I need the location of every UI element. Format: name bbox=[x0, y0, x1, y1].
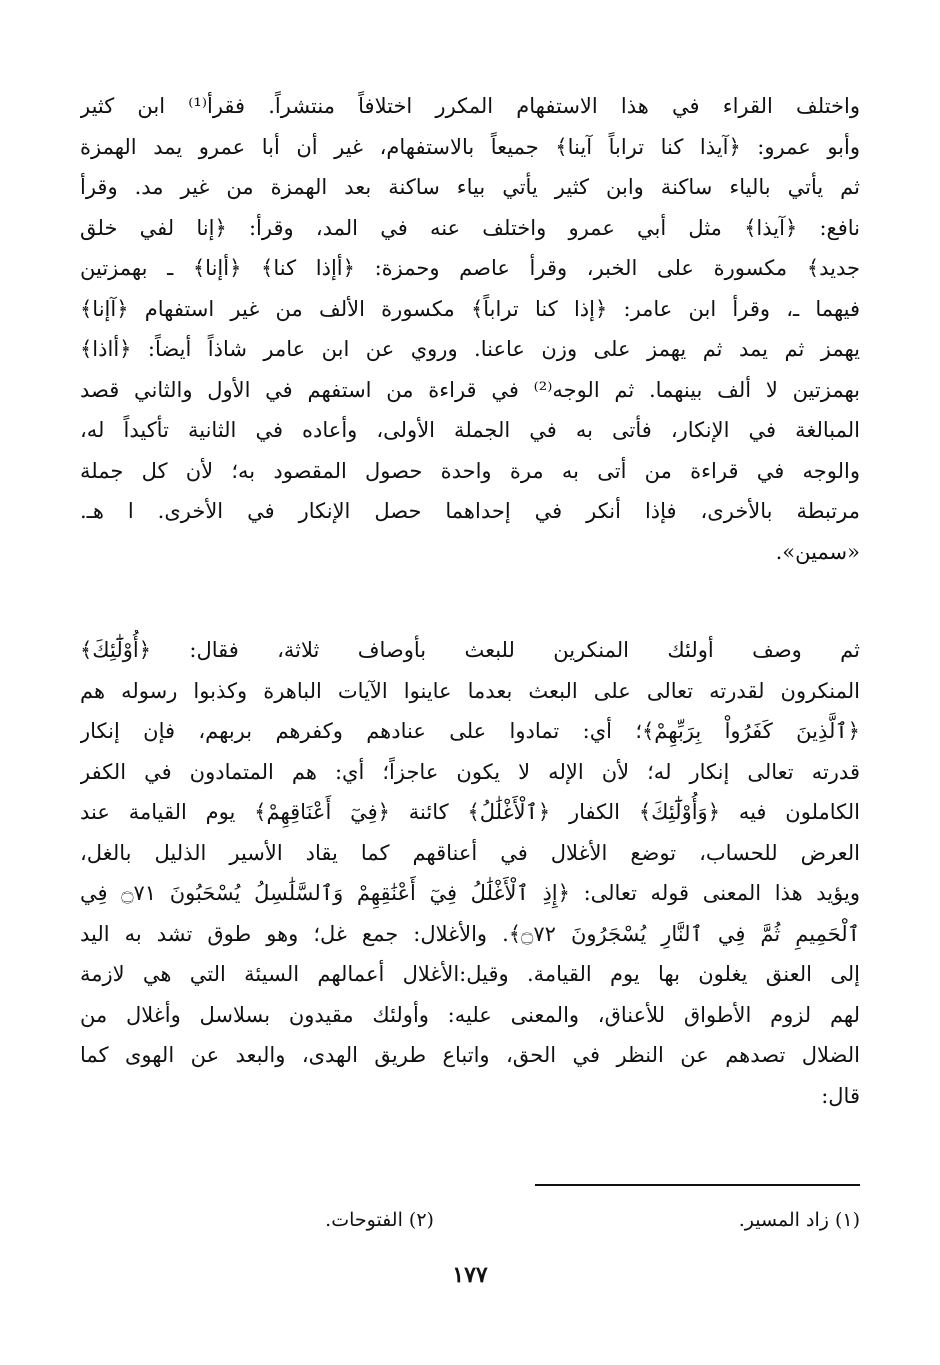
text-line: قدرته تعالى إنكار له؛ لأن الإله لا يكون عاجزاً؛ أي: هم المتمادون في الكفر bbox=[80, 759, 860, 784]
text-line: «سمين». bbox=[775, 539, 860, 564]
footnote-separator bbox=[535, 1184, 860, 1186]
text-line: لهم لزوم الأطواق للأعناق، والمعنى عليه: وأولئك مقيدون بسلاسل وأغلال من bbox=[80, 1002, 860, 1027]
paragraph-tafsir bbox=[80, 630, 860, 1116]
text-line: والوجه في قراءة من أتى به مرة واحدة حصول المقصود به؛ لأن كل جملة bbox=[80, 458, 860, 483]
page-number: ١٧٧ bbox=[452, 1262, 488, 1288]
text-line: فيهما ـ، وقرأ ابن عامر: ﴿إذا كنا تراباً﴾ مكسورة الألف من غير استفهام ﴿آإنا﴾ bbox=[80, 296, 860, 321]
footnote-1: (١) زاد المسير. bbox=[738, 1209, 860, 1231]
text-line: ٱلْحَمِيمِ ثُمَّ فِي ٱلنَّارِ يُسْجَرُونَ ۝٧٢﴾. والأغلال: جمع غل؛ وهو طوق تشد به اليد bbox=[80, 921, 860, 946]
text-line: المنكرون لقدرته تعالى على البعث بعدما عاينوا الآيات الباهرة وكذبوا رسوله هم bbox=[80, 678, 860, 703]
text-line: إلى العنق يغلون بها يوم القيامة. وقيل:الأغلال أعمالهم السيئة التي هي لازمة bbox=[80, 962, 860, 986]
paragraph-readings bbox=[80, 86, 860, 572]
text-line: العرض للحساب، توضع الأغلال في أعناقهم كما يقاد الأسير الذليل بالغل، bbox=[80, 840, 860, 865]
text-line: ثم يأتي بالياء ساكنة وابن كثير يأتي بياء ساكنة بعد الهمزة من غير مد. وقرأ bbox=[80, 175, 860, 199]
text-line: ويؤيد هذا المعنى قوله تعالى: ﴿إِذِ ٱلْأَغْلَٰلُ فِيٓ أَعْنَٰقِهِمْ وَٱلسَّلَٰسِلُ يُسْحَبُونَ ۝٧١ فِي bbox=[80, 881, 860, 905]
text-line: واختلف القراء في هذا الاستفهام المكرر اختلافاً منتشراً. فقرأ⁽¹⁾ ابن كثير bbox=[80, 94, 860, 118]
text-line: مرتبطة بالأخرى، فإذا أنكر في إحداهما حصل الإنكار في الأخرى. ا هـ. bbox=[80, 499, 860, 523]
text-line: ﴿ٱلَّذِينَ كَفَرُواْ بِرَبِّهِمْ﴾؛ أي: تمادوا على عنادهم وكفرهم بربهم، فإن إنكار bbox=[80, 719, 860, 743]
text-line: بهمزتين لا ألف بينهما. ثم الوجه⁽²⁾ في قراءة من استفهم في الأول والثاني قصد bbox=[80, 377, 860, 402]
text-line: المبالغة في الإنكار، فأتى به في الجملة الأولى، وأعاده في الثانية تأكيداً له، bbox=[80, 418, 860, 442]
text-line: يهمز ثم يمد ثم يهمز على وزن عاعنا. وروي عن ابن عامر شاذاً أيضاً: ﴿أاذا﴾ bbox=[80, 337, 860, 361]
text-line: الكاملون فيه ﴿وَأُوْلَٰٓئِكَ﴾ الكفار ﴿ٱلْأَغْلَٰلُ﴾ كائنة ﴿فِيٓ أَعْنَاقِهِمْ﴾ يوم القيامة عند bbox=[80, 800, 860, 824]
footnotes bbox=[80, 1204, 860, 1236]
text-line: الضلال تصدهم عن النظر في الحق، واتباع طريق الهدى، والبعد عن الهوى كما bbox=[80, 1043, 860, 1067]
footnote-2: (٢) الفتوحات. bbox=[325, 1209, 434, 1231]
text-line: قال: bbox=[821, 1083, 860, 1108]
text-line: وأبو عمرو: ﴿آيذا كنا تراباً آينا﴾ جميعاً بالاستفهام، غير أن أبا عمرو يمد الهمزة bbox=[80, 134, 860, 159]
text-line: نافع: ﴿آيذا﴾ مثل أبي عمرو واختلف عنه في المد، وقرأ: ﴿إنا لفي خلق bbox=[80, 215, 860, 240]
text-line: جديد﴾ مكسورة على الخبر، وقرأ عاصم وحمزة: ﴿أإذا كنا﴾ ﴿أإنا﴾ ـ بهمزتين bbox=[80, 256, 860, 280]
text-line: ثم وصف أولئك المنكرين للبعث بأوصاف ثلاثة، فقال: ﴿أُوْلَٰٓئِكَ﴾ bbox=[80, 638, 860, 662]
